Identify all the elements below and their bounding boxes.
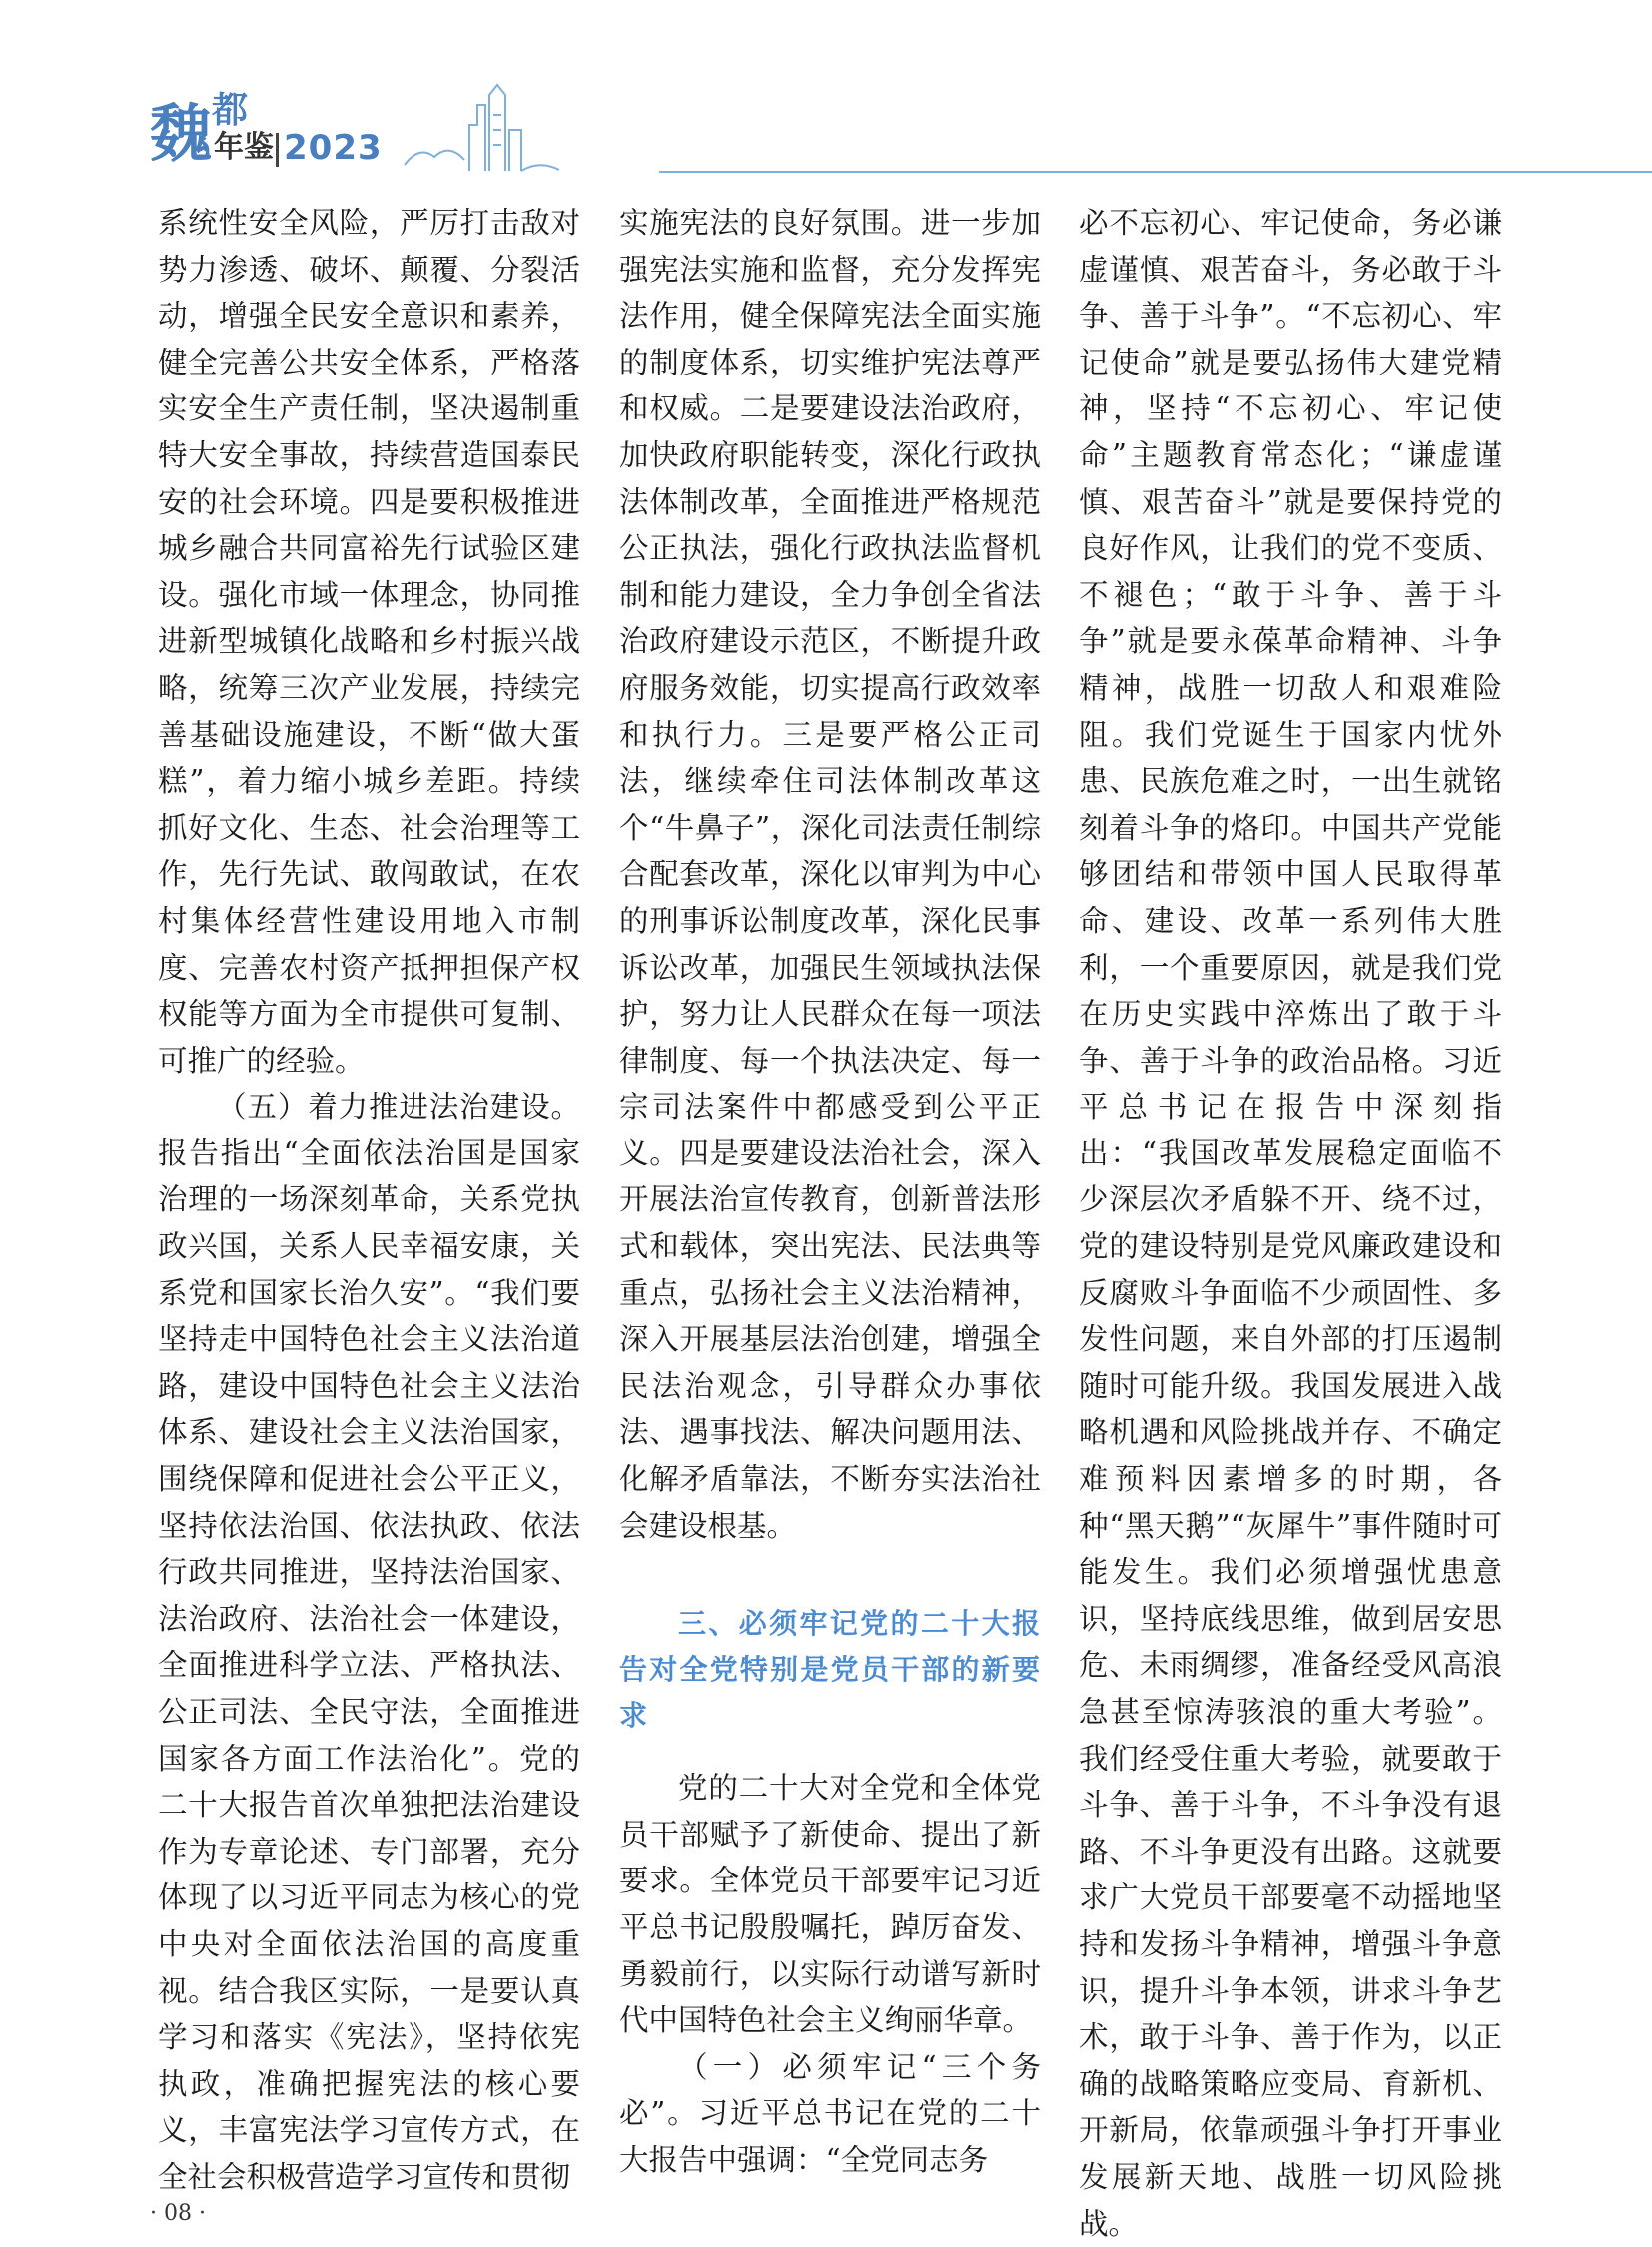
paragraph: 党的二十大对全党和全体党员干部赋予了新使命、提出了新要求。全体党员干部要牢记习近平总书记殷殷嘱托，踔厉奋发、勇毅前行，以实际行动谱写新时代中国特色社会主义绚丽华章。 xyxy=(619,1771,1041,2038)
header-rule xyxy=(659,171,1652,173)
logo-year: 2023 xyxy=(284,128,383,168)
paragraph-text: 习近平总书记在党的二十大报告中强调：“全党同志务 xyxy=(619,2096,1041,2177)
yearbook-header xyxy=(150,75,1652,185)
page-number: · 08 · xyxy=(150,2201,206,2226)
paragraph: 必不忘初心、牢记使命，务必谦虚谨慎、艰苦奋斗，务必敢于斗争、善于斗争”。“不忘初心、牢记使命”就是要弘扬伟大建党精神，坚持“不忘初心、牢记使命”主题教育常态化；“谦虚谨慎、艰苦奋斗”就是要保持党的良好作风，让我们的党不变质、不褪色；“敢于斗争、善于斗争”就是要永葆革命精神、斗争精神，战胜一切敌人和艰难险阻。我们党诞生于国家内忧外患、民族危难之时，一出生就铭刻着斗争的烙印。中国共产党能够团结和带领中国人民取得革命、建设、改革一系列伟大胜利，一个重要原因，就是我们党在历史实践中淬炼出了敢于斗争、善于斗争的政治品格。习近平总书记在报告中深刻指出：“我国改革发展稳定面临不少深层次矛盾躲不开、绕不过，党的建设特别是党风廉政建设和反腐败斗争面临不少顽固性、多发性问题，来自外部的打压遏制随时可能升级。我国发展进入战略机遇和风险挑战并存、不确定难预料因素增多的时期，各种“黑天鹅”“灰犀牛”事件随时可能发生。我们必须增强忧患意识，坚持底线思维，做到居安思危、未雨绸缪，准备经受风高浪急甚至惊涛骇浪的重大考验”。我们经受住重大考验，就要敢于斗争、善于斗争，不斗争没有退路、不斗争更没有出路。这就要求广大党员干部要毫不动摇地坚持和发扬斗争精神，增强斗争意识，提升斗争本领，讲求斗争艺术，敢于斗争、善于作为，以正确的战略策略应变局、育新机、开新局，依靠顽强斗争打开事业发展新天地、战胜一切风险挑战。 xyxy=(1079,206,1502,2241)
paragraph-text: 报告指出“全面依法治国是国家治理的一场深刻革命，关系党执政兴国，关系人民幸福安康，关系党和国家长治久安”。“我们要坚持走中国特色社会主义法治道路，建设中国特色社会主义法治体系、建设社会主义法治国家，围绕保障和促进社会公平正义，坚持依法治国、依法执政、依法行政共同推进，坚持法治国家、法治政府、法治社会一体建设，全面推进科学立法、严格执法、公正司法、全民守法，全面推进国家各方面工作法治化”。党的二十大报告首次单独把法治建设作为专章论述、专门部署，充分体现了以习近平同志为核心的党中央对全面依法治国的高度重视。结合我区实际，一是要认真学习和落实《宪法》，坚持依宪执政，准确把握宪法的核心要义，丰富宪法学习宣传方式，在全社会积极营造学习宣传和贯彻 xyxy=(158,1135,580,2194)
text-column-2 xyxy=(619,200,1041,2184)
logo-wei-character: 魏 xyxy=(150,97,213,170)
paragraph: 实施宪法的良好氛围。进一步加强宪法实施和监督，充分发挥宪法作用，健全保障宪法全面实施的制度体系，切实维护宪法尊严和权威。二是要建设法治政府，加快政府职能转变，深化行政执法体制改革，全面推进严格规范公正执法，强化行政执法监督机制和能力建设，全力争创全省法治政府建设示范区，不断提升政府服务效能，切实提高行政效率和执行力。三是要严格公正司法，继续牵住司法体制改革这个“牛鼻子”，深化司法责任制综合配套改革，深化以审判为中心的刑事诉讼制度改革，深化民事诉讼改革，加强民生领域执法保护，努力让人民群众在每一项法律制度、每一个执法决定、每一宗司法案件中都感受到公平正义。四是要建设法治社会，深入开展法治宣传教育，创新普法形式和载体，突出宪法、民法典等重点，弘扬社会主义法治精神，深入开展基层法治创建，增强全民法治观念，引导群众办事依法、遇事找法、解决问题用法、化解矛盾靠法，不断夯实法治社会建设根基。 xyxy=(619,206,1041,1543)
logo-separator xyxy=(276,133,279,167)
paragraph: 系统性安全风险，严厉打击敌对势力渗透、破坏、颠覆、分裂活动，增强全民安全意识和素养，健全完善公共安全体系，严格落实安全生产责任制，坚决遏制重特大安全事故，持续营造国泰民安的社会环境。四是要积极推进城乡融合共同富裕先行试验区建设。强化市域一体理念，协同推进新型城镇化战略和乡村振兴战略，统筹三次产业发展，持续完善基础设施建设，不断“做大蛋糕”，着力缩小城乡差距。持续抓好文化、生态、社会治理等工作，先行先试、敢闯敢试，在农村集体经营性建设用地入市制度、完善农村资产抵押担保产权权能等方面为全市提供可复制、可推广的经验。 xyxy=(158,206,580,1078)
paragraph xyxy=(619,2044,1041,2184)
text-column-1 xyxy=(158,200,580,2201)
subsection-heading: （五）着力推进法治建设。 xyxy=(217,1090,580,1124)
city-skyline-icon xyxy=(390,75,669,175)
logo-du-character: 都 xyxy=(212,90,249,131)
paragraph xyxy=(158,1084,580,2200)
logo-nianjian-text: 年鉴 xyxy=(214,130,274,165)
text-column-3 xyxy=(1079,200,1502,2247)
subsection-heading: （一）必须牢记“三个务必”。 xyxy=(619,2049,1041,2131)
section-heading: 三、必须牢记党的二十大报告对全党特别是党员干部的新要求 xyxy=(619,1607,1041,1733)
